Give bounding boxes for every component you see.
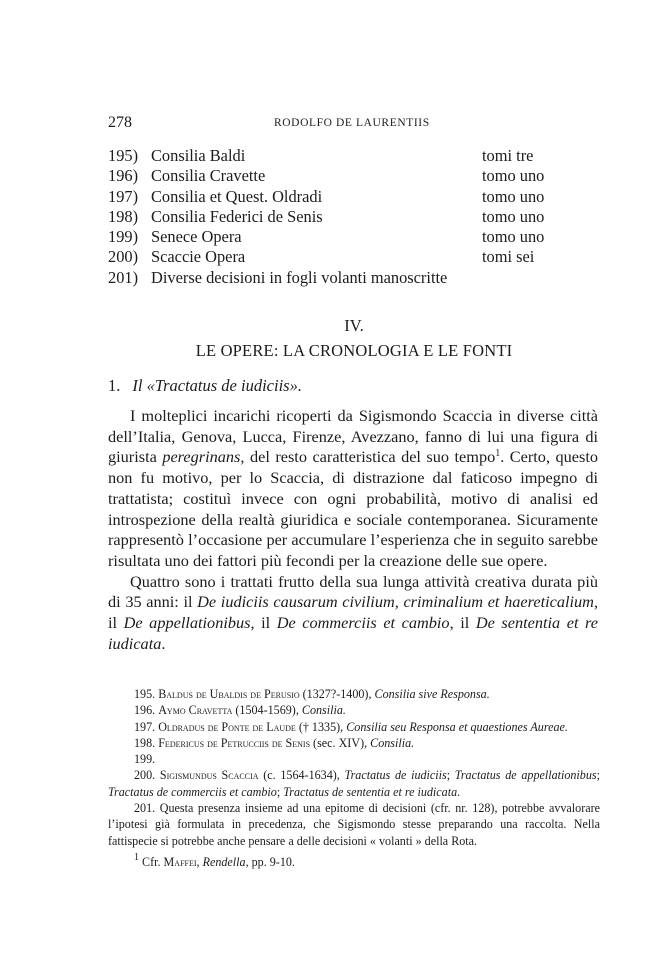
note-work: Tractatus de commerciis et cambio [108, 784, 277, 799]
note-196 [108, 702, 600, 718]
note-text: Questa presenza insieme ad una epitome di decisioni (cfr. nr. 128), potrebbe avvalorare l’ipotesi già formulata in precedenza, che Sigismondo stesse preparando una raccolta. Nella fattispecie si potrebbe anche pensare a delle decisioni « volanti » della Rota. [108, 801, 600, 848]
inventory-quantity: tomo uno [482, 166, 545, 186]
page-number: 278 [108, 114, 132, 131]
note-work: Tractatus de sententia et re iudicata [283, 784, 458, 799]
inventory-number: 197) [108, 186, 139, 206]
inventory-item [108, 227, 600, 247]
note-work: Consilia. [370, 735, 415, 750]
note-195 [108, 686, 600, 702]
inventory-number: 196) [108, 166, 139, 186]
inventory-title: Consilia Baldi [151, 146, 246, 165]
note-number: 198. [134, 735, 156, 750]
inventory-number: 199) [108, 227, 139, 247]
footnote-ref[interactable]: 1 [495, 448, 501, 460]
inventory-list [108, 146, 600, 288]
inventory-title: Diverse decisioni in fogli volanti manoscritte [151, 267, 448, 287]
work-title: De sententia et re iudicata [108, 613, 599, 653]
running-head [108, 112, 598, 134]
chapter-number: IV. [344, 316, 364, 335]
note-number: 196. [134, 703, 156, 718]
text-run: I molteplici incarichi ricoperti da Sigismondo Scaccia in diverse città dell’Italia, Genova, Lucca, Firenze, Avezzano, fanno di lui una figura di giurista [108, 406, 598, 467]
note-author: Oldradus de Ponte de Laude [158, 719, 296, 734]
inventory-title: Consilia Cravette [151, 166, 266, 186]
italic-term: peregrinans [162, 447, 241, 467]
footnote-1 [108, 851, 600, 870]
work-title: De appellationibus [123, 613, 251, 633]
text-run: ; [596, 768, 600, 783]
inventory-quantity: tomo uno [482, 206, 545, 226]
section-number: 1. [108, 376, 121, 395]
section-title: Il «Tractatus de iudiciis». [132, 376, 302, 395]
note-number: 200. [134, 768, 156, 783]
chapter-title: LE OPERE: LA CRONOLOGIA E LE FONTI [195, 341, 513, 360]
text-run: (c. 1564-1634), [258, 768, 345, 783]
footnote-number: 1 [134, 851, 139, 863]
text-run: . Certo, questo non fu motivo, per lo Scaccia, di distrazione dal faticoso impegno di trattatista; costituì invece con ogni probabilità, motivo di analisi ed introspezione della realtà giuridica e sociale contemporanea. Sicuramente rappresentò l’occasione per accumulare l’esperienza che in seguito sarebbe risultata uno dei fattori più fecondi per la creazione delle sue opere. [108, 447, 599, 570]
inventory-title: Consilia et Quest. Oldradi [151, 186, 323, 206]
note-197 [108, 719, 600, 735]
text-run: , il [108, 592, 599, 633]
inventory-item [108, 207, 600, 227]
inventory-quantity: tomi tre [482, 146, 534, 165]
text-run: Quattro sono i trattati frutto della sua lunga attività creativa durata più di 35 anni: il [108, 571, 598, 612]
text-run: , [196, 854, 203, 869]
note-author: Baldus de Ubaldis de Perusio [158, 687, 300, 701]
note-work: Tractatus de iudiciis [344, 768, 447, 783]
inventory-item [108, 187, 600, 207]
body-text [108, 406, 598, 654]
inventory-item [108, 166, 600, 186]
inventory-number: 195) [108, 146, 139, 165]
note-work: Consilia seu Responsa et quaestiones Aureae. [346, 719, 568, 734]
text-run: . [161, 633, 166, 653]
note-number: 197. [134, 719, 156, 734]
footnotes [108, 686, 600, 870]
text-run: ; [446, 768, 455, 783]
note-200 [108, 767, 600, 800]
note-work: Consilia. [301, 703, 346, 718]
inventory-title: Senece Opera [151, 227, 242, 247]
note-author: Aymo Cravetta [158, 703, 233, 718]
note-author: Federicus de Petrucciis de Senis [158, 735, 311, 750]
note-number: 195. [134, 687, 156, 701]
note-199 [108, 751, 600, 767]
text-run: (1327?-1400), [299, 687, 375, 701]
work-title: De commerciis et cambio [276, 613, 450, 633]
note-number: 201. [134, 801, 156, 816]
inventory-item [108, 247, 600, 267]
text-run: , il [250, 613, 277, 633]
text-run: (1504-1569), [232, 703, 302, 718]
text-run: (sec. XIV), [310, 735, 371, 750]
text-run: , del resto caratteristica del suo tempo [240, 447, 496, 467]
inventory-number: 200) [108, 247, 139, 267]
text-run: , pp. 9-10. [245, 854, 295, 869]
text-run: († 1335), [295, 719, 347, 734]
note-number: 199. [134, 752, 156, 767]
inventory-item [108, 268, 600, 288]
note-198 [108, 735, 600, 751]
inventory-title: Scaccie Opera [151, 247, 246, 267]
note-work: Tractatus de appellationibus [454, 768, 597, 783]
note-author: Sigismundus Scaccia [159, 768, 259, 783]
work-title: De iudiciis causarum civilium, criminalium et haereticalium [197, 592, 594, 612]
text-run: Cfr. [142, 854, 164, 869]
paragraph [108, 572, 598, 655]
running-title: RODOLFO DE LAURENTIIS [274, 117, 430, 129]
note-201 [108, 800, 600, 849]
inventory-item [108, 146, 600, 166]
note-work: Rendella [202, 854, 246, 869]
inventory-number: 201) [108, 267, 139, 287]
note-work: Consilia sive Responsa. [374, 687, 490, 701]
inventory-quantity: tomo uno [482, 227, 545, 247]
text-run: ; [276, 784, 284, 799]
note-author: Maffei [163, 854, 197, 869]
inventory-quantity: tomi sei [482, 247, 535, 267]
text-run: , il [449, 613, 476, 633]
text-run: . [457, 784, 461, 799]
section-heading [108, 375, 600, 397]
inventory-quantity: tomo uno [482, 186, 545, 206]
paragraph [108, 406, 598, 572]
inventory-title: Consilia Federici de Senis [151, 206, 323, 226]
inventory-number: 198) [108, 206, 139, 226]
